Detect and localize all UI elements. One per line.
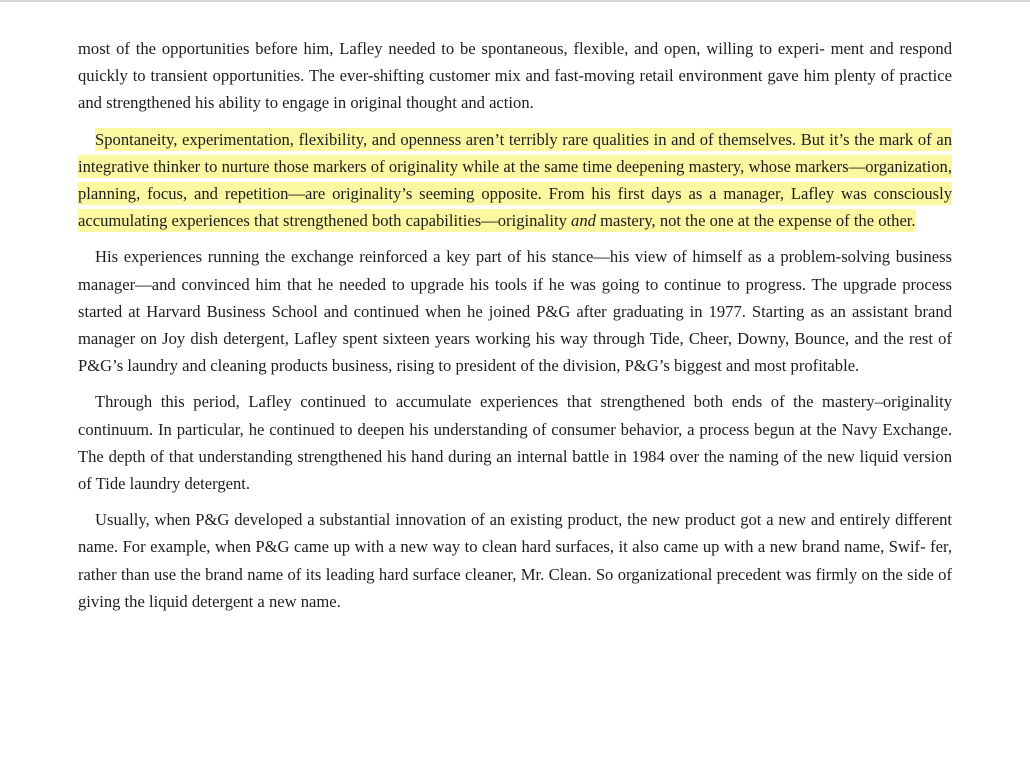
paragraph-4: Through this period, Lafley continued to accumulate experiences that strengthened both ends of the mastery–originality continuum. In particular, he continued to deepen his understanding of consumer behavior, a process begun at the Navy Exchange. The depth of that understanding strengthened his hand during an internal battle in 1984 over the naming of the new liquid version of Tide laundry detergent. [78,392,952,494]
paragraph-1: most of the opportunities before him, Lafley needed to be spontaneous, flexible, and open, willing to experi- ment and respond quickly to transient opportunities. The ever-shifting customer mix and fast-moving retail environment gave him plenty of practice and strengthened his ability to engage in original thought and action. [78,39,952,113]
paragraph-2-highlighted[interactable] [78,126,952,235]
highlight-text-after: mastery, not the one at the expense of the other. [595,211,916,231]
emphasis-and: and [571,211,596,231]
paragraph-5: Usually, when P&G developed a substantial innovation of an existing product, the new product got a new and entirely different name. For example, when P&G came up with a new way to clean hard surfaces, it also came up with a new brand name, Swif- fer, rather than use the brand name of its leading hard surface cleaner, Mr. Clean. So organizational precedent was firmly on the side of giving the liquid detergent a new name. [78,510,952,611]
top-divider [0,0,1030,2]
text-highlight[interactable] [78,128,952,233]
highlight-text-before: Spontaneity, experimentation, flexibility, and openness aren’t terribly rare qualities in and of themselves. But it’s the mark of an integrative thinker to nurture those markers of originality while at the same time deepening mastery, whose markers—organization, planning, focus, and repetition—are originality’s seeming opposite. From his first days as a manager, Lafley was consciously accumulating experiences that strengthened both capabilities—originality [78,129,952,231]
paragraph-3: His experiences running the exchange reinforced a key part of his stance—his view of himself as a problem-solving business manager—and convinced him that he needed to upgrade his tools if he was going to continue to progress. The upgrade process started at Harvard Business School and continued when he joined P&G after graduating in 1977. Starting as an assistant brand manager on Joy dish detergent, Lafley spent sixteen years working his way through Tide, Cheer, Downy, Bounce, and the rest of P&G’s laundry and cleaning products business, rising to president of the division, P&G’s biggest and most profitable. [78,247,952,376]
document-page [78,35,952,624]
